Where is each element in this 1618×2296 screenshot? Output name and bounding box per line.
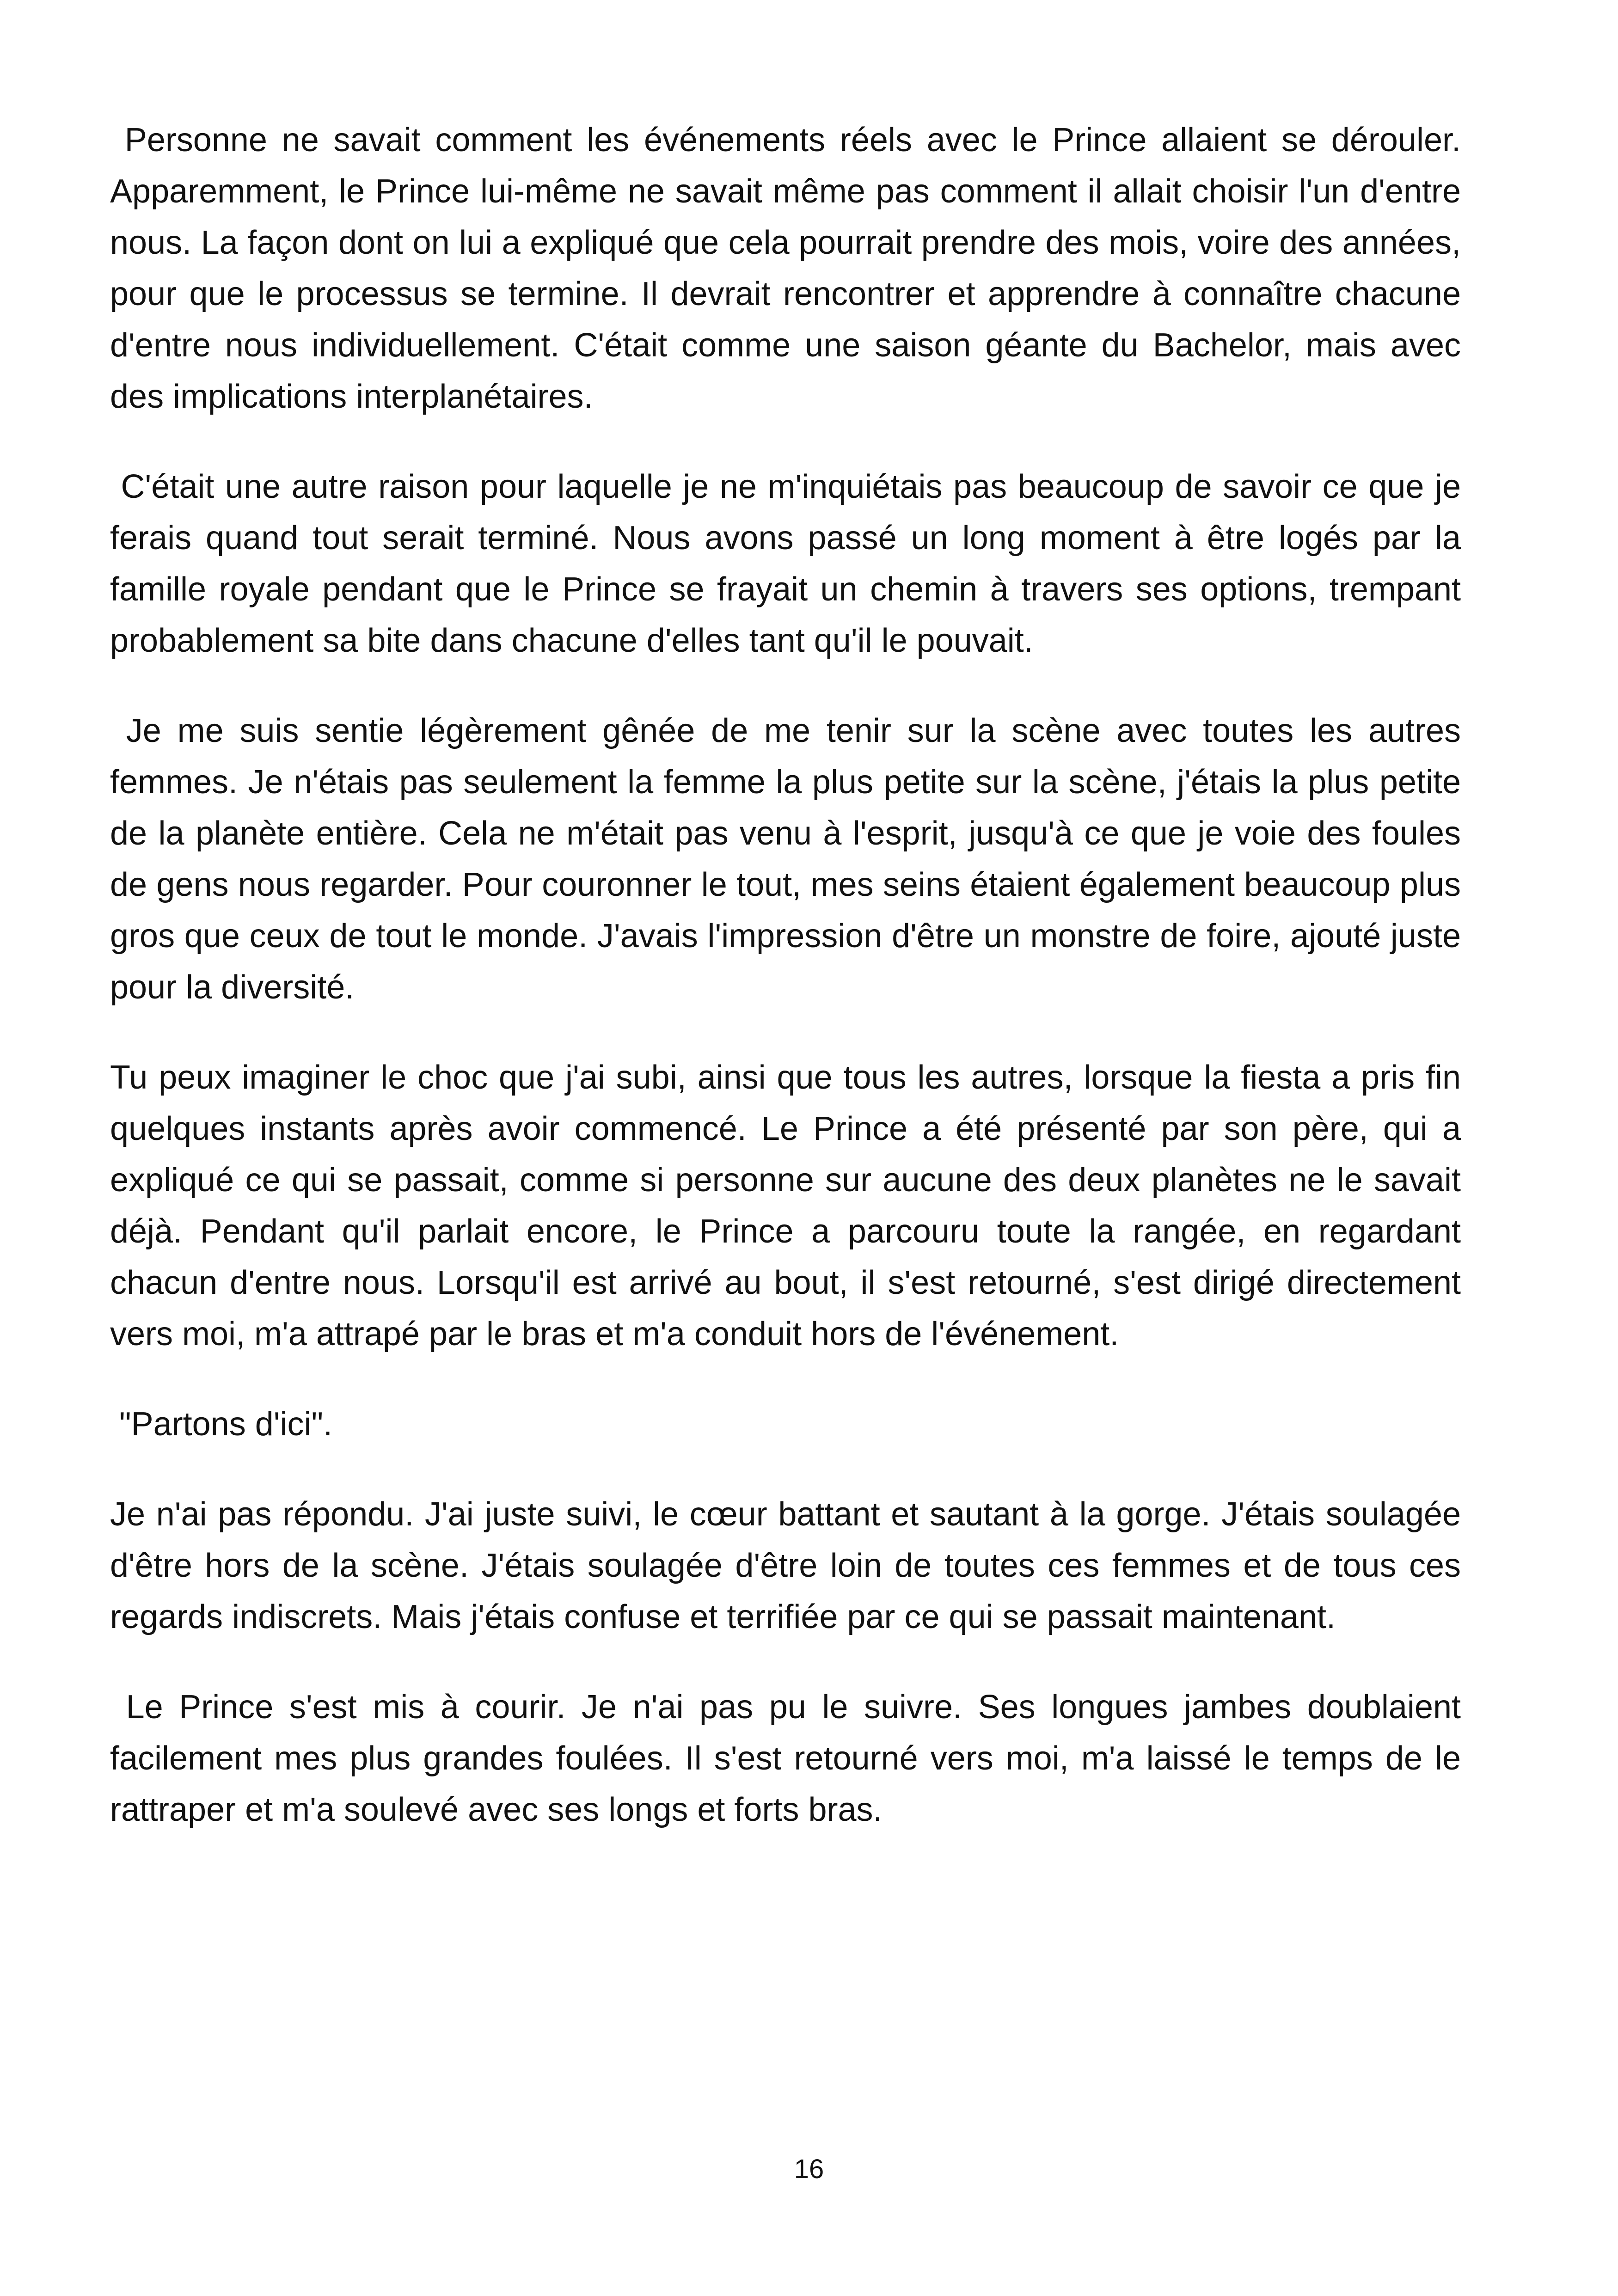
paragraph: Le Prince s'est mis à courir. Je n'ai pas pu le suivre. Ses longues jambes doublaient facilement mes plus grandes foulées. Il s'est retourné vers moi, m'a laissé le temps de le rattraper et m'a soulevé avec ses longs et forts bras. <box>110 1689 1471 1828</box>
body-text <box>110 115 1471 1836</box>
paragraph: C'était une autre raison pour laquelle je ne m'inquiétais pas beaucoup de savoir ce que je ferais quand tout serait terminé. Nous avons passé un long moment à être logés par la famille royale pendant que le Prince se frayait un chemin à travers ses options, trempant probablement sa bite dans chacune d'elles tant qu'il le pouvait. <box>110 468 1471 659</box>
paragraph: Tu peux imaginer le choc que j'ai subi, ainsi que tous les autres, lorsque la fiesta a pris fin quelques instants après avoir commencé. Le Prince a été présenté par son père, qui a expliqué ce qui se passait, comme si personne sur aucune des deux planètes ne le savait déjà. Pendant qu'il parlait encore, le Prince a parcouru toute la rangée, en regardant chacun d'entre nous. Lorsqu'il est arrivé au bout, il s'est retourné, s'est dirigé directement vers moi, m'a attrapé par le bras et m'a conduit hors de l'événement. <box>110 1059 1471 1353</box>
page-number: 16 <box>794 2154 824 2184</box>
paragraph: "Partons d'ici". <box>110 1406 333 1443</box>
paragraph: Je me suis sentie légèrement gênée de me tenir sur la scène avec toutes les autres femmes. Je n'étais pas seulement la femme la plus petite sur la scène, j'étais la plus petite de la planète entière. Cela ne m'était pas venu à l'esprit, jusqu'à ce que je voie des foules de gens nous regarder. Pour couronner le tout, mes seins étaient également beaucoup plus gros que ceux de tout le monde. J'avais l'impression d'être un monstre de foire, ajouté juste pour la diversité. <box>110 712 1471 1006</box>
paragraph: Personne ne savait comment les événements réels avec le Prince allaient se dérouler. Apparemment, le Prince lui-même ne savait même pas comment il allait choisir l'un d'entre nous. La façon dont on lui a expliqué que cela pourrait prendre des mois, voire des années, pour que le processus se termine. Il devrait rencontrer et apprendre à connaître chacune d'entre nous individuellement. C'était comme une saison géante du Bachelor, mais avec des implications interplanétaires. <box>110 122 1471 415</box>
paragraph: Je n'ai pas répondu. J'ai juste suivi, le cœur battant et sautant à la gorge. J'étais soulagée d'être hors de la scène. J'étais soulagée d'être loin de toutes ces femmes et de tous ces regards indiscrets. Mais j'étais confuse et terrifiée par ce qui se passait maintenant. <box>110 1496 1471 1635</box>
